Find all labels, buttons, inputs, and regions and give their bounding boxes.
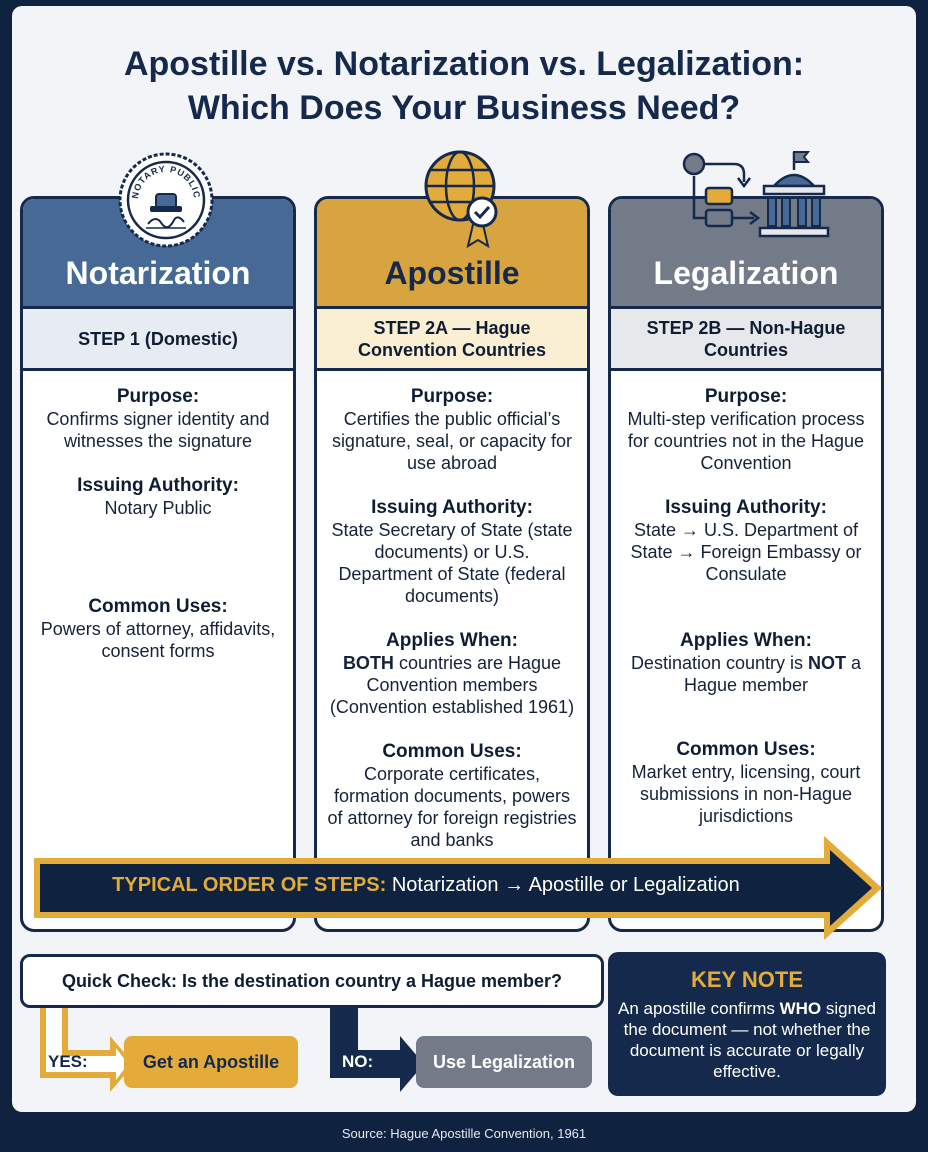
yes-flow-arrow (36, 1004, 136, 1096)
typical-order-text (26, 872, 826, 898)
apostille-applies-bold: BOTH (342, 653, 394, 673)
legalization-flow-icon (680, 148, 850, 244)
legalization-applies-bold: NOT (808, 653, 847, 673)
legalization-applies-label: Applies When: (680, 630, 812, 651)
notarization-uses: Powers of attorney, affidavits, consent forms (40, 619, 276, 661)
key-note-bold: WHO (779, 999, 822, 1018)
notarization-uses-label: Common Uses: (88, 596, 228, 617)
key-note-title: KEY NOTE (690, 967, 804, 992)
notarization-authority-label: Issuing Authority: (77, 475, 239, 496)
apostille-uses: Corporate certificates, formation documents, powers of attorney for foreign registries and banks (327, 764, 577, 850)
apostille-applies-text: countries are Hague Convention members (Convention established 1961) (329, 653, 575, 717)
use-legalization-button[interactable]: Use Legalization (416, 1036, 592, 1088)
apostille-header: Apostille (317, 199, 587, 309)
key-note-pre: An apostille confirms (618, 999, 780, 1018)
apostille-authority-label: Issuing Authority: (371, 497, 533, 518)
typical-order-steps: Notarization → Apostille or Legalization (386, 874, 740, 896)
legalization-purpose: Multi-step verification process for countries not in the Hague Convention (627, 409, 865, 473)
apostille-uses-label: Common Uses: (382, 741, 522, 762)
apostille-authority: State Secretary of State (state documents) or U.S. Department of State (federal documents) (331, 520, 573, 606)
no-label: NO: (342, 1052, 374, 1071)
notarization-step: STEP 1 (Domestic) (23, 309, 293, 371)
no-flow-arrow (326, 1004, 426, 1096)
legalization-applies-post: a Hague member (683, 653, 862, 695)
legalization-header: Legalization (611, 199, 881, 309)
apostille-applies-label: Applies When: (386, 630, 518, 651)
notarization-authority: Notary Public (104, 498, 212, 518)
apostille-step-line-2: Convention Countries (358, 339, 546, 360)
apostille-step (317, 309, 587, 371)
notarization-header: Notarization (23, 199, 293, 309)
notarization-purpose-label: Purpose: (116, 386, 200, 407)
legalization-authority-label: Issuing Authority: (665, 497, 827, 518)
typical-order-label: TYPICAL ORDER OF STEPS: (112, 874, 387, 896)
legalization-applies (619, 652, 873, 696)
get-apostille-button[interactable]: Get an Apostille (124, 1036, 298, 1088)
legalization-uses-label: Common Uses: (676, 739, 816, 760)
apostille-applies (325, 652, 579, 718)
apostille-body (317, 371, 587, 851)
legalization-applies-pre: Destination country is (630, 653, 809, 673)
key-note-box (608, 952, 886, 1096)
source-footnote: Source: Hague Apostille Convention, 1961 (341, 1126, 587, 1141)
apostille-column (314, 196, 590, 932)
legalization-purpose-label: Purpose: (704, 386, 788, 407)
key-note-body (608, 998, 886, 1082)
notary-seal-text: NOTARY PUBLIC (129, 163, 203, 200)
legalization-body (611, 371, 881, 827)
legalization-column (608, 196, 884, 932)
globe-certified-icon (420, 146, 504, 250)
legalization-step (611, 309, 881, 371)
title-line-1: Apostille vs. Notarization vs. Legalization: (123, 45, 805, 83)
page-title (12, 42, 916, 130)
legalization-step-line-1: STEP 2B — Non-Hague (646, 317, 846, 338)
title-line-2: Which Does Your Business Need? (187, 89, 741, 127)
notary-seal-icon (116, 150, 216, 250)
notarization-body (23, 371, 293, 662)
yes-label: YES: (48, 1052, 88, 1071)
legalization-uses: Market entry, licensing, court submissions in non-Hague jurisdictions (631, 762, 861, 826)
key-note-post: signed the document — not whether the document is accurate or legally effective. (623, 999, 876, 1081)
legalization-step-line-2: Countries (703, 339, 788, 360)
apostille-purpose-label: Purpose: (410, 386, 494, 407)
legalization-authority: State → U.S. Department of State → Foreign Embassy or Consulate (630, 520, 862, 584)
apostille-purpose: Certifies the public official’s signature, seal, or capacity for use abroad (331, 409, 573, 473)
quick-check-box: Quick Check: Is the destination country a Hague member? (20, 954, 604, 1008)
notarization-purpose: Confirms signer identity and witnesses the signature (46, 409, 270, 451)
apostille-step-line-1: STEP 2A — Hague (373, 317, 531, 338)
notarization-column (20, 196, 296, 932)
